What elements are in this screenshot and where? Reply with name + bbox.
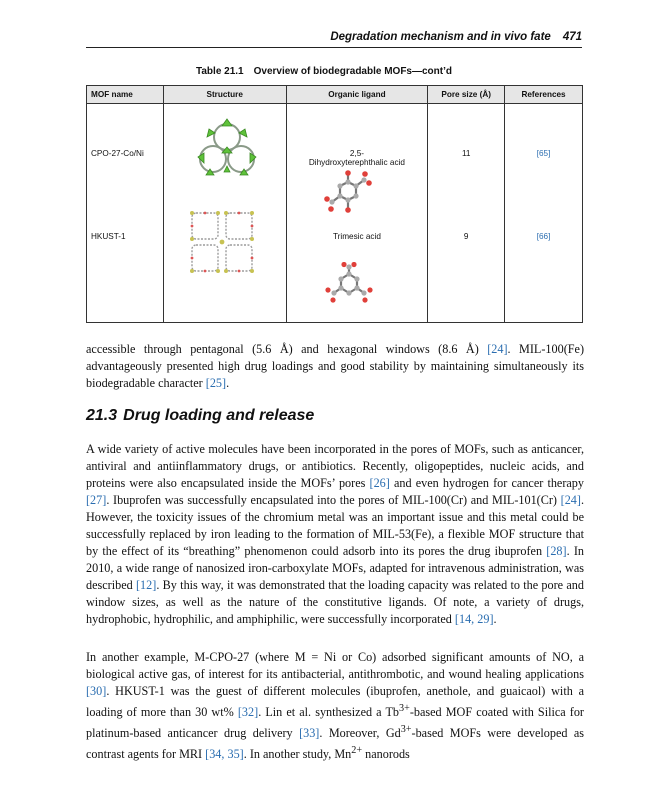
table-label: Table 21.1 [196,66,244,77]
section-title: Drug loading and release [123,407,315,424]
section-heading [86,407,314,425]
citation-link[interactable]: [32] [237,705,259,720]
section-number: 21.3 [86,407,118,424]
citation-link[interactable]: [24] [560,493,581,507]
citation-link[interactable]: [34, 35] [205,747,244,762]
trimesic-ligand-molecule [324,262,374,306]
hkust1-structure-image [188,209,256,275]
citation-link[interactable]: [27] [86,493,107,507]
ligand-name: Trimesic acid [332,231,381,241]
pore-size: 9 [428,209,505,323]
citation-link[interactable]: [14, 29] [454,612,494,626]
col-header: MOF name [87,86,164,104]
reference-link[interactable]: [65] [505,104,583,209]
col-header: Structure [163,86,286,104]
dhtp-ligand-molecule [322,170,374,216]
pore-size: 11 [428,104,505,209]
cpo27-structure-image [196,117,258,179]
running-title: Degradation mechanism and in vivo fate [330,31,551,43]
ligand-name: 2,5- [349,149,364,158]
citation-link[interactable]: [28] [546,544,567,558]
running-header [86,31,582,48]
col-header: Organic ligand [286,86,428,104]
table-header-row [87,86,583,104]
citation-link[interactable]: [24] [487,342,508,356]
mof-name: HKUST-1 [87,209,164,323]
col-header: References [505,86,583,104]
paragraph-continuation: accessible through pentagonal (5.6 Å) and hexagonal windows (8.6 Å) [24]. MIL-100(Fe) advantageously presented high drug loadings and good stability by maintaining simultaneously its biodegradable character [25]. [86,342,585,390]
citation-link[interactable]: [12] [136,578,157,592]
mof-name: CPO-27-Co/Ni [87,104,164,209]
citation-link[interactable]: [26] [369,476,390,490]
ligand-name-cont: Dihydroxyterephthalic acid [308,158,405,167]
reference-link[interactable]: [66] [505,209,583,323]
page-number: 471 [562,31,582,43]
paragraph-examples: In another example, M-CPO-27 (where M = Ni or Co) adsorbed significant amounts of NO, a biological active gas, of interest for its antibacterial, antithrombotic, and wound healing applications [30]. HKUST-1 was the guest of different molecules (ibuprofen, anethole, and guaicaol) with a loading of more than 30 wt% [32]. Lin et al. synthesized a $Tb^{3+}$-based MOF coated with Silica for platinum-based anticancer drug delivery [33]. Moreover, $Gd^{3+}$-based MOFs were developed as contrast agents for MRI [34, 35]. In another study, $Mn^{2+}$ nanorods [86,650,584,762]
citation-link[interactable]: [30] [86,684,107,698]
citation-link[interactable]: [33] [299,726,320,741]
citation-link[interactable]: [25] [205,376,227,390]
table-caption [0,66,648,77]
table-title: Overview of biodegradable MOFs—cont’d [253,66,452,77]
col-header: Pore size (Å) [428,86,505,104]
paragraph-drug-loading: A wide variety of active molecules have been incorporated in the pores of MOFs, such as anticancer, antiviral and antiinflammatory drugs, or antibiotics. Recently, oligopeptides, nucleic acids, and proteins were also encapsulated inside the MOFs’ pores [26] and even hydrogen for cancer therapy [27]. Ibuprofen was successfully encapsulated into the pores of MIL-100(Cr) and MIL-101(Cr) [24]. However, the toxicity issues of the chromium metal was an important issue and this metal could be successfully replaced by iron leading to the formation of MIL-53(Fe), a flexible MOF structure that by the effect of its “breathing” phenomenon could adsorb into its pores the drug ibuprofen [28]. In 2010, a wide range of nanosized iron-carboxylate MOFs, adapted for intravenous administration, was described [12]. By this way, it was demonstrated that the loading capacity was related to the pore and window sizes, as well as the nature of the constitutive ligands. Of note, a variety of drugs, hydrophobic, hydrophilic, and amphiphilic, were successfully incorporated [14, 29]. [86,442,585,626]
